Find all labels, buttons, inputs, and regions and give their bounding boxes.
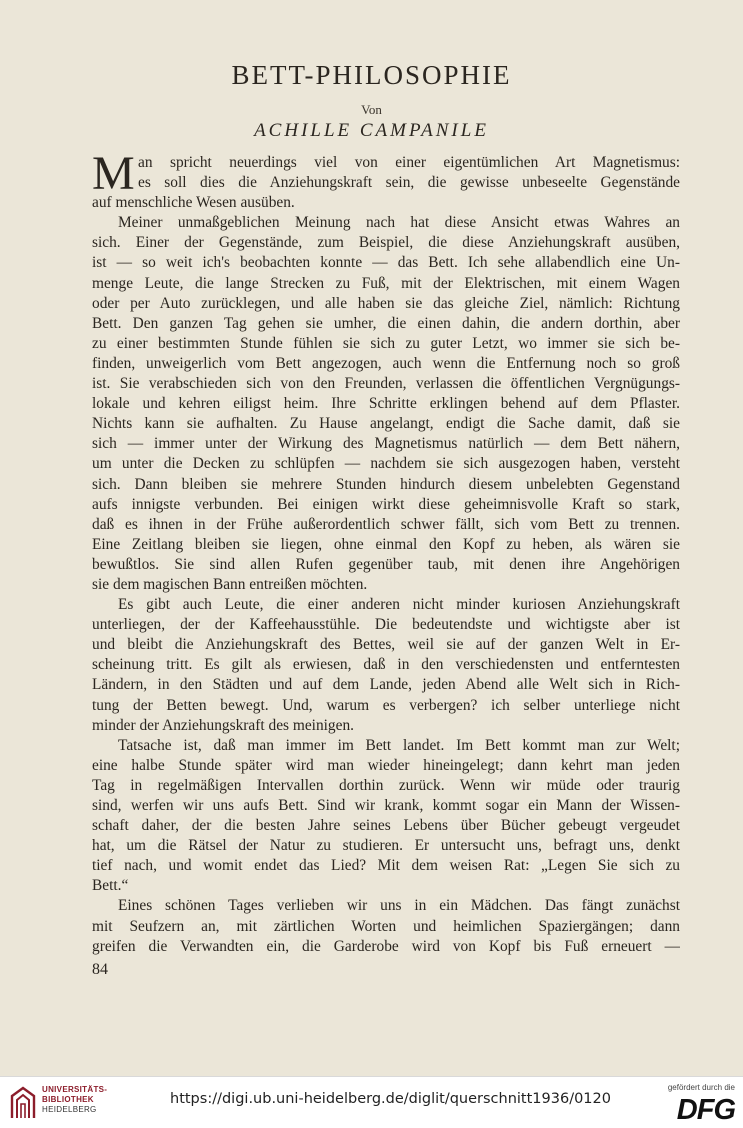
text-line: Ländern, in den Städten und auf dem Lande, jeden Abend alle Welt sich in Rich-	[92, 676, 680, 694]
dfg-logo: DFG	[676, 1094, 735, 1126]
text-line: Nichts kann sie aufhalten. Zu Hause angelangt, endigt die Sache damit, daß sie	[92, 415, 680, 433]
text-line: sind, werfen wir uns aufs Bett. Sind wir krank, kommt sogar ein Mann der Wissen-	[92, 797, 680, 814]
byline-von: Von	[361, 102, 382, 117]
text-line: sich. Einer der Gegenstände, zum Beispiel, die diese Anziehungskraft ausüben,	[92, 234, 680, 252]
text-line: auf menschliche Wesen ausüben.	[92, 194, 295, 212]
text-line: tief nach, und womit endet das Lied? Mit dem weisen Rat: „Legen Sie sich zu	[92, 857, 680, 875]
text-line: greifen die Verwandten ein, die Garderobe wird von Kopf bis Fuß erneuert —	[92, 937, 680, 955]
text-line: ist. Sie verabschieden sich von den Freunden, verlassen die öffentlichen Vergnügungs-	[92, 375, 680, 393]
text-line: eine halbe Stunde später wird man wieder hineingelegt; dann kehrt man jeden	[92, 756, 680, 774]
text-line: daß es ihnen in der Frühe außerordentlich schwer fällt, sich vom Bett zu trennen.	[92, 515, 680, 533]
text-line: Bett. Den ganzen Tag gehen sie umher, die einen dahin, die andern dorthin, aber	[92, 314, 680, 332]
article-body	[92, 147, 680, 957]
library-name-line: BIBLIOTHEK	[42, 1095, 94, 1104]
permalink-url[interactable]: https://digi.ub.uni-heidelberg.de/diglit/querschnitt1936/0120	[170, 1091, 611, 1107]
text-line: lokale und kehren eiligst heim. Ihre Schritte erklingen behend auf dem Pflaster.	[92, 395, 680, 413]
text-line: sich — immer unter der Wirkung des Magnetismus natürlich — dem Bett nähern,	[92, 435, 680, 453]
text-line: bewußtlos. Sie sind allen Rufen gegenüber taub, mit denen ihre Angehörigen	[92, 555, 680, 573]
library-logo-icon	[8, 1084, 38, 1122]
text-line: Eine Zeitlang bleiben sie liegen, ohne einmal den Kopf zu heben, als wären sie	[92, 535, 680, 553]
text-line: zu einer bestimmten Stunde fühlen sie sich zu guter Letzt, wo immer sie sich be-	[92, 334, 680, 352]
page-number: 84	[92, 961, 108, 978]
funded-by-label: gefördert durch die	[667, 1083, 735, 1092]
text-line: an spricht neuerdings viel von einer eigentümlichen Art Magnetismus:	[138, 154, 680, 171]
text-line: sich. Dann bleiben sie mehrere Stunden hindurch diesem unbelebten Gegenstand	[92, 475, 680, 493]
text-line: sie dem magischen Bann entreißen möchten.	[92, 575, 368, 593]
text-line: Tag in regelmäßigen Intervallen dorthin zurück. Wenn wir müde oder traurig	[92, 776, 680, 794]
text-line: unterliegen, der der Kaffeehausstühle. Die bedeutendste und wichtigste aber ist	[92, 616, 680, 634]
text-line: scheinung tritt. Es gilt als erwiesen, daß in den verschiedensten und entferntesten	[92, 656, 680, 674]
viewer-footer	[0, 1076, 743, 1128]
text-line: um unter die Decken zu schlüpfen — nachdem sie sich ausgezogen haben, versteht	[92, 455, 680, 473]
text-line: Bett.“	[92, 877, 129, 895]
library-name-line: UNIVERSITÄTS-	[42, 1085, 108, 1094]
text-line: Tatsache ist, daß man immer im Bett landet. Im Bett kommt man zur Welt;	[118, 736, 680, 754]
text-line: Meiner unmaßgeblichen Meinung nach hat diese Ansicht etwas Wahres an	[118, 214, 680, 232]
text-line: ist — so weit ich's beobachten konnte — das Bett. Ich sehe allabendlich eine Un-	[92, 254, 680, 272]
text-line: tung der Betten bewegt. Und, warum es verbergen? ich selber unterliege nicht	[92, 696, 680, 714]
text-line: und bleibt die Anziehungskraft des Bettes, weil sie auf der ganzen Welt in Er-	[92, 636, 680, 654]
text-line: hat, um die Rätsel der Natur zu studieren. Er untersucht uns, befragt uns, denkt	[92, 837, 680, 855]
article-title: BETT-PHILOSOPHIE	[231, 60, 512, 90]
text-line: oder per Auto zurücklegen, und alle haben sie das gleiche Ziel, nämlich: Richtung	[92, 294, 680, 312]
text-line: schaft daher, der die besten Jahre seines Lebens über Bücher gebeugt vergeudet	[92, 817, 680, 835]
library-name-line: HEIDELBERG	[42, 1105, 97, 1114]
text-line: es soll dies die Anziehungskraft sein, die gewisse unbeseelte Gegenstände	[138, 174, 680, 192]
text-line: mit Seufzern an, mit zärtlichen Worten und heimlichen Spaziergängen; dann	[92, 917, 680, 935]
text-line: menge Leute, die lange Strecken zu Fuß, mit der Elektrischen, mit einem Wagen	[92, 274, 680, 292]
drop-cap: M	[92, 147, 135, 200]
text-line: finden, unweigerlich vom Bett angezogen, auch wenn die Entfernung noch so groß	[92, 354, 680, 372]
text-line: minder der Anziehungskraft des meinigen.	[92, 716, 354, 734]
author-name: ACHILLE CAMPANILE	[254, 120, 489, 141]
text-line: Eines schönen Tages verlieben wir uns in ein Mädchen. Das fängt zunächst	[118, 897, 680, 915]
text-line: aufs innigste verbunden. Bei einigen wirkt diese geheimnisvolle Kraft so stark,	[92, 495, 680, 513]
text-line: Es gibt auch Leute, die einer anderen nicht minder kuriosen Anziehungskraft	[118, 596, 680, 614]
library-name	[42, 1085, 107, 1115]
